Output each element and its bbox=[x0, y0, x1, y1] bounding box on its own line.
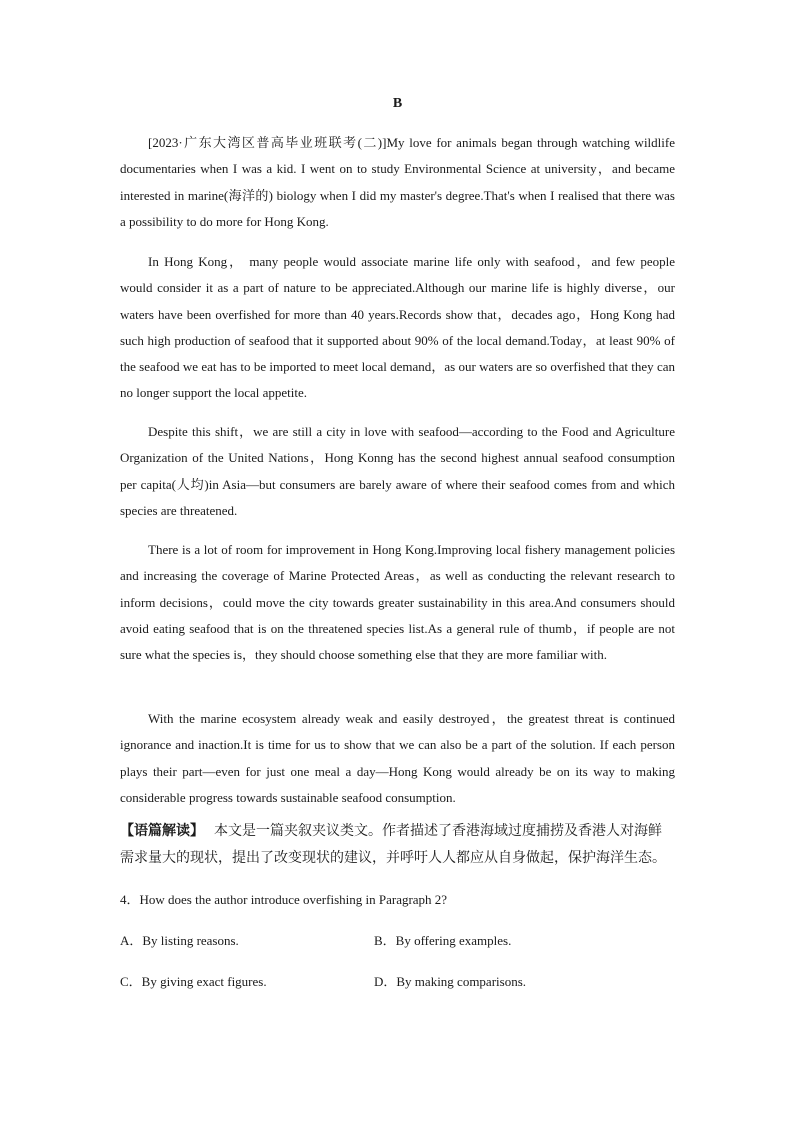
option-b: B．By offering examples. bbox=[374, 933, 512, 948]
question-stem: 4．How does the author introduce overfishing in Paragraph 2? bbox=[120, 892, 448, 907]
option-c: C．By giving exact figures. bbox=[120, 974, 267, 989]
option-a: A．By listing reasons. bbox=[120, 933, 239, 948]
paragraph-5: With the marine ecosystem already weak and easily destroyed，the greatest threat is continued ignorance and inaction.It is time for us to show that we can also be a part of the solution. If each person plays their part—even for just one meal a day—Hong Kong would already be on its way to making considerable progress towards sustainable seafood consumption. bbox=[120, 711, 675, 805]
paragraph-4: There is a lot of room for improvement in Hong Kong.Improving local fishery management policies and increasing the coverage of Marine Protected Areas，as well as conducting the relevant research to inform decisions，could move the city towards greater sustainability in this area.And consumers should avoid eating seafood that is on the threatened species list.As a general rule of thumb，if people are not sure what the species is，they should choose something else that they are more familiar with. bbox=[120, 542, 675, 663]
analysis-text: 本文是一篇夹叙夹议类文。作者描述了香港海域过度捕捞及香港人对海鲜需求量大的现状，提出了改变现状的建议，并呼吁人人都应从自身做起，保护海洋生态。 bbox=[120, 823, 666, 866]
section-title: B bbox=[392, 96, 403, 111]
paragraph-3: Despite this shift，we are still a city in love with seafood—according to the Food and Agriculture Organization of the United Nations，Hong Konng has the second highest annual seafood consumption per capita(人均)in Asia—but consumers are barely aware of where their seafood comes from and which species are threatened. bbox=[120, 424, 675, 518]
paragraph-2: In Hong Kong， many people would associate marine life only with seafood，and few people would consider it as a part of nature to be appreciated.Although our marine life is highly diverse，our waters have been overfished for more than 40 years.Records show that，decades ago，Hong Kong had such high production of seafood that it supported about 90% of the local demand.Today，at least 90% of the seafood we eat has to be imported to meet local demand，as our waters are so overfished that they can no longer support the local appetite. bbox=[120, 254, 675, 401]
paragraph-1: [2023·广东大湾区普高毕业班联考(二)]My love for animals began through watching wildlife documentaries when I was a kid. I went on to study Environmental Science at university，and became interested in marine(海洋的) biology when I did my master's degree.That's when I realised that there was a possibility to do more for Hong Kong. bbox=[120, 135, 675, 229]
analysis-tag: 【语篇解读】 bbox=[120, 823, 204, 839]
passage-analysis bbox=[120, 818, 675, 872]
option-d: D．By making comparisons. bbox=[374, 974, 527, 989]
